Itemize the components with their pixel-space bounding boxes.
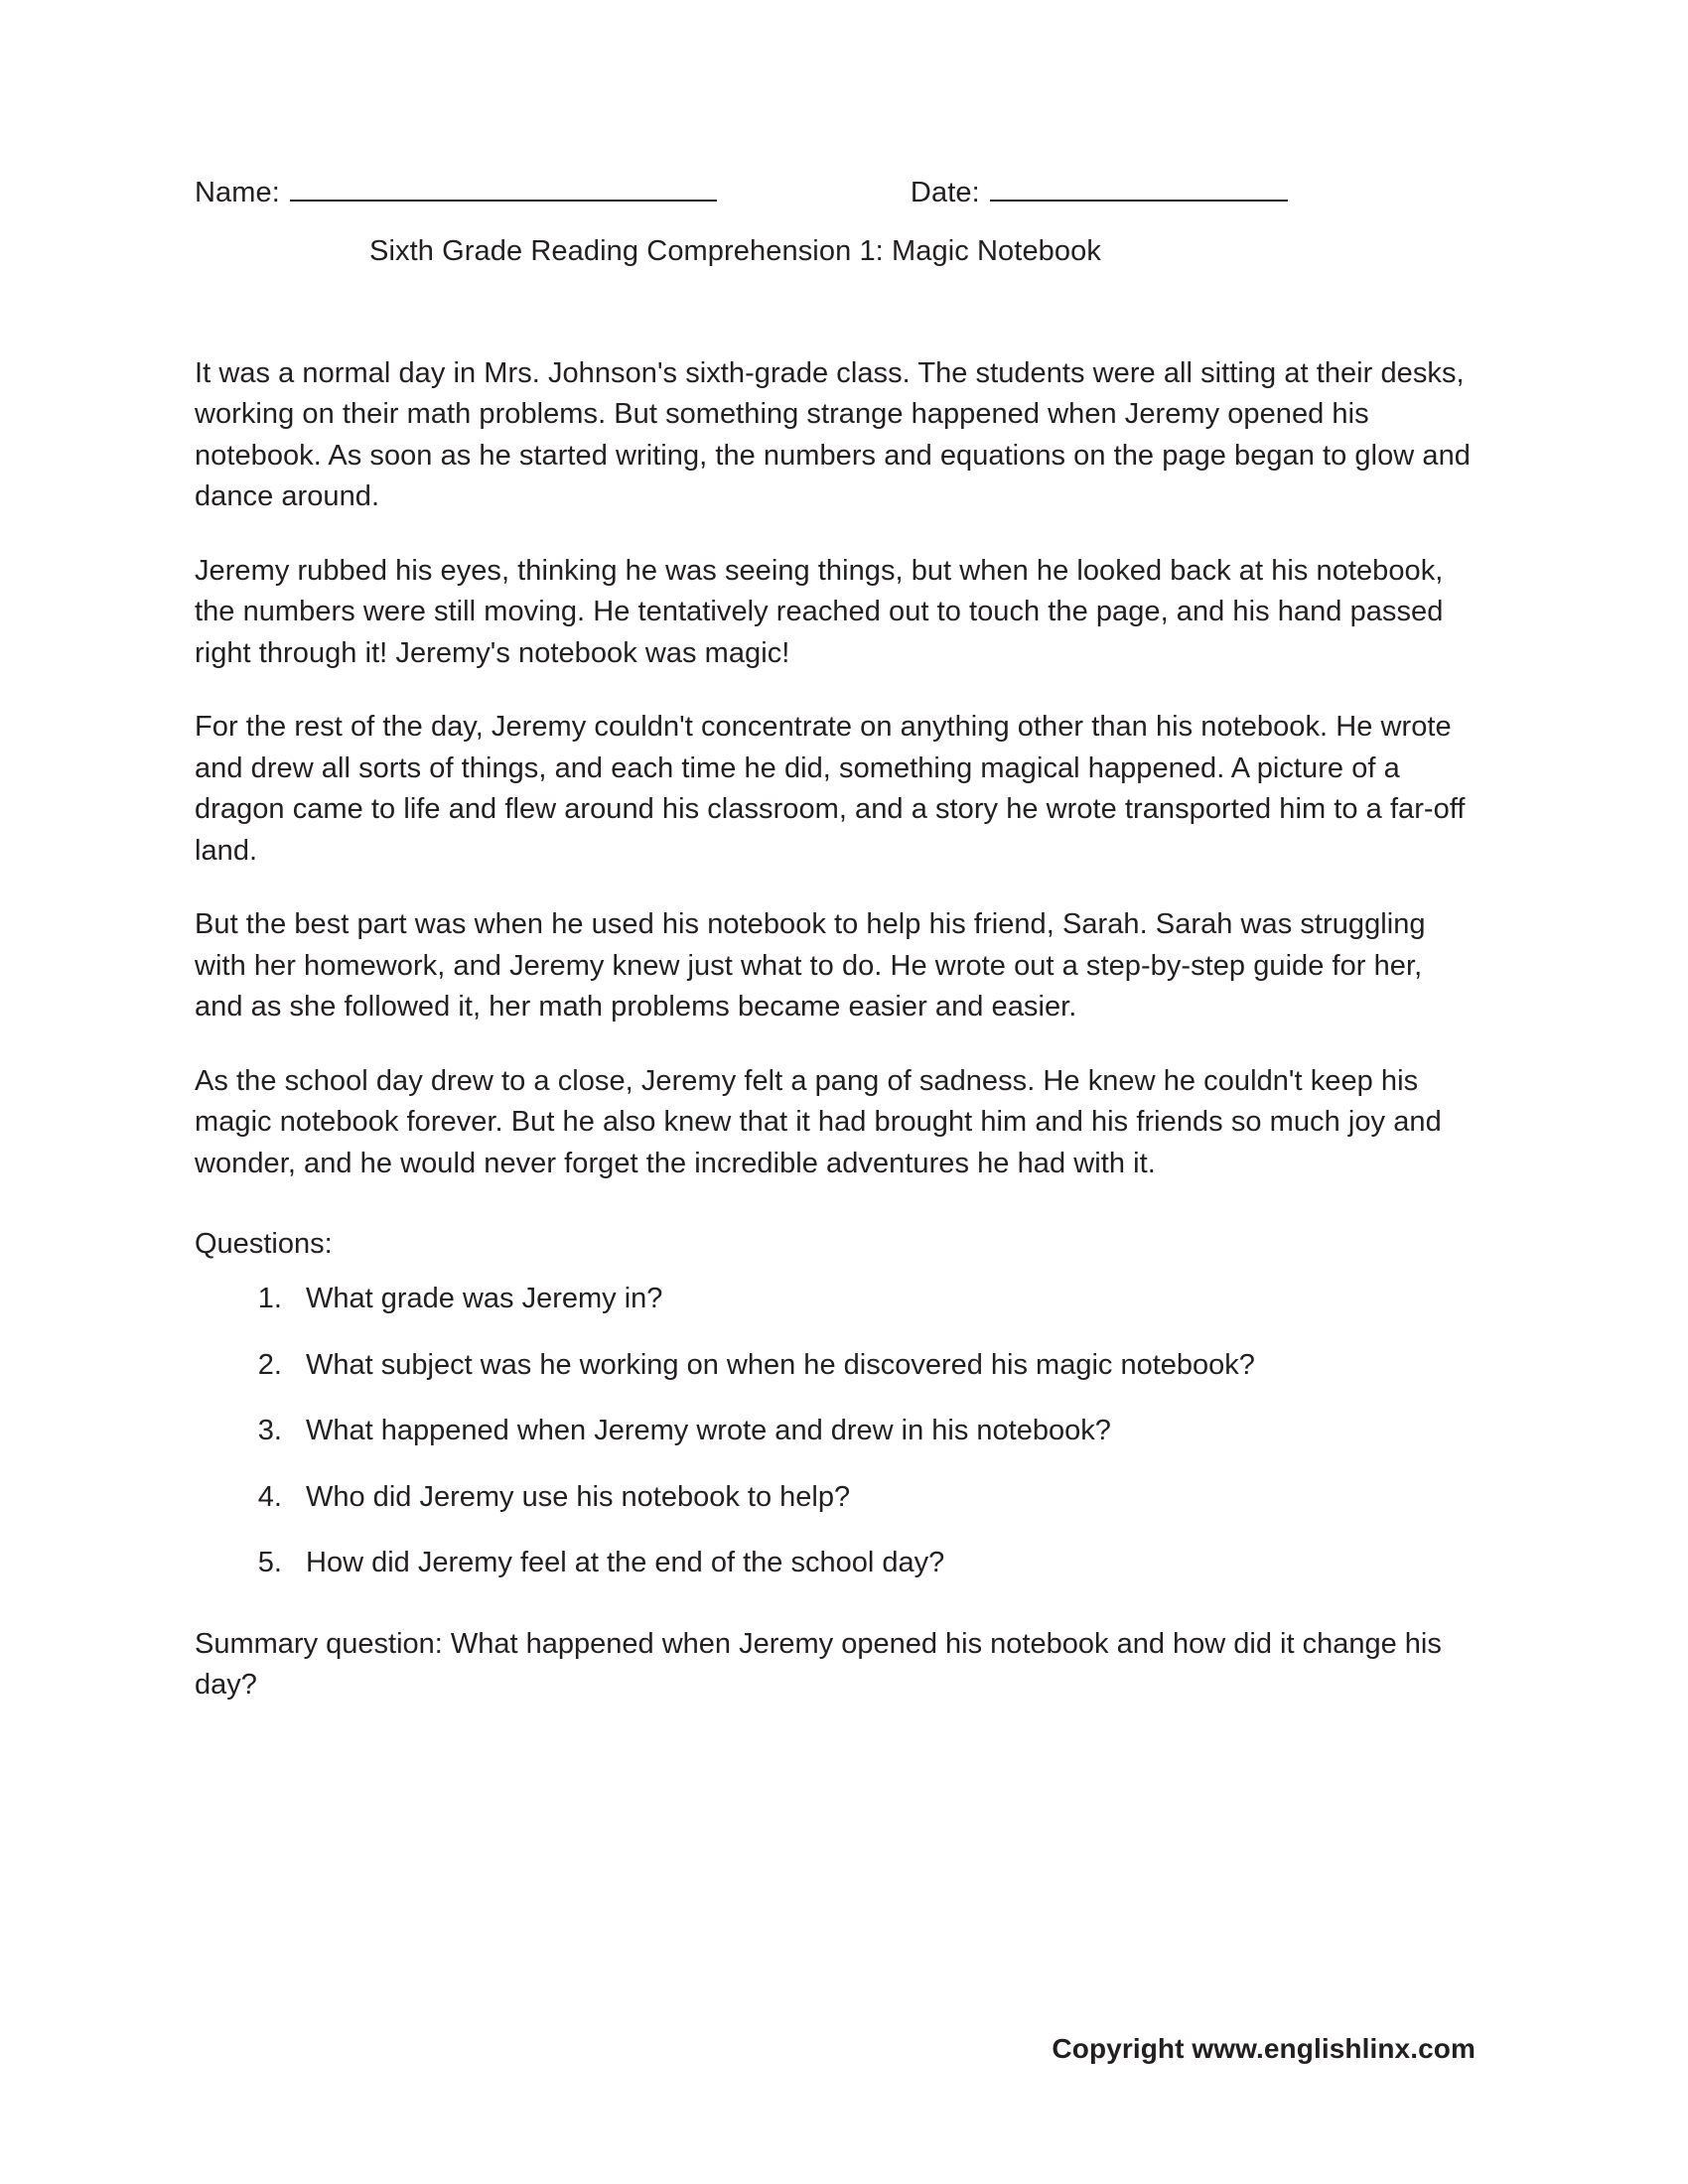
student-info-row	[195, 177, 1476, 209]
questions-heading: Questions:	[195, 1227, 333, 1260]
page-title: Sixth Grade Reading Comprehension 1: Magic Notebook	[369, 235, 1101, 267]
passage-paragraph: For the rest of the day, Jeremy couldn't concentrate on anything other than his notebook. He wrote and drew all sorts of things, and each time he did, something magical happened. A picture of a dragon came to life and flew around his classroom, and a story he wrote transported him to a far-off land.	[195, 711, 1466, 867]
questions-list	[195, 1279, 1476, 1583]
passage-paragraph: It was a normal day in Mrs. Johnson's sixth-grade class. The students were all sitting at their desks, working on their math problems. But something strange happened when Jeremy opened his notebook. As soon as he started writing, the numbers and equations on the page began to glow and dance around.	[195, 357, 1471, 513]
name-write-line[interactable]	[290, 178, 717, 202]
question-item: 2. What subject was he working on when he discovered his magic notebook?	[290, 1345, 1476, 1386]
question-item: 3. What happened when Jeremy wrote and drew in his notebook?	[290, 1411, 1476, 1451]
passage-body	[195, 353, 1476, 1184]
passage-paragraph: As the school day drew to a close, Jeremy felt a pang of sadness. He knew he couldn't keep his magic notebook forever. But he also knew that it had brought him and his friends so much joy and wonder, and he would never forget the incredible adventures he had with it.	[195, 1064, 1442, 1179]
question-item: 1. What grade was Jeremy in?	[290, 1279, 1476, 1319]
passage-paragraph: But the best part was when he used his notebook to help his friend, Sarah. Sarah was struggling with her homework, and Jeremy knew just what to do. He wrote out a step-by-step guide for her, and as she followed it, her math problems became easier and easier.	[195, 908, 1426, 1024]
passage-paragraph: Jeremy rubbed his eyes, thinking he was seeing things, but when he looked back at his notebook, the numbers were still moving. He tentatively reached out to touch the page, and his hand passed right through it! Jeremy's notebook was magic!	[195, 554, 1444, 669]
date-write-line[interactable]	[990, 178, 1288, 202]
name-label: Name:	[195, 177, 280, 208]
question-item: 5. How did Jeremy feel at the end of the school day?	[290, 1543, 1476, 1583]
summary-question: Summary question: What happened when Jeremy opened his notebook and how did it change his day?	[195, 1627, 1442, 1702]
question-item: 4. Who did Jeremy use his notebook to help?	[290, 1477, 1476, 1518]
date-label: Date:	[910, 177, 980, 208]
copyright-footer: Copyright www.englishlinx.com	[1052, 2033, 1476, 2064]
worksheet-content	[195, 177, 1476, 1706]
